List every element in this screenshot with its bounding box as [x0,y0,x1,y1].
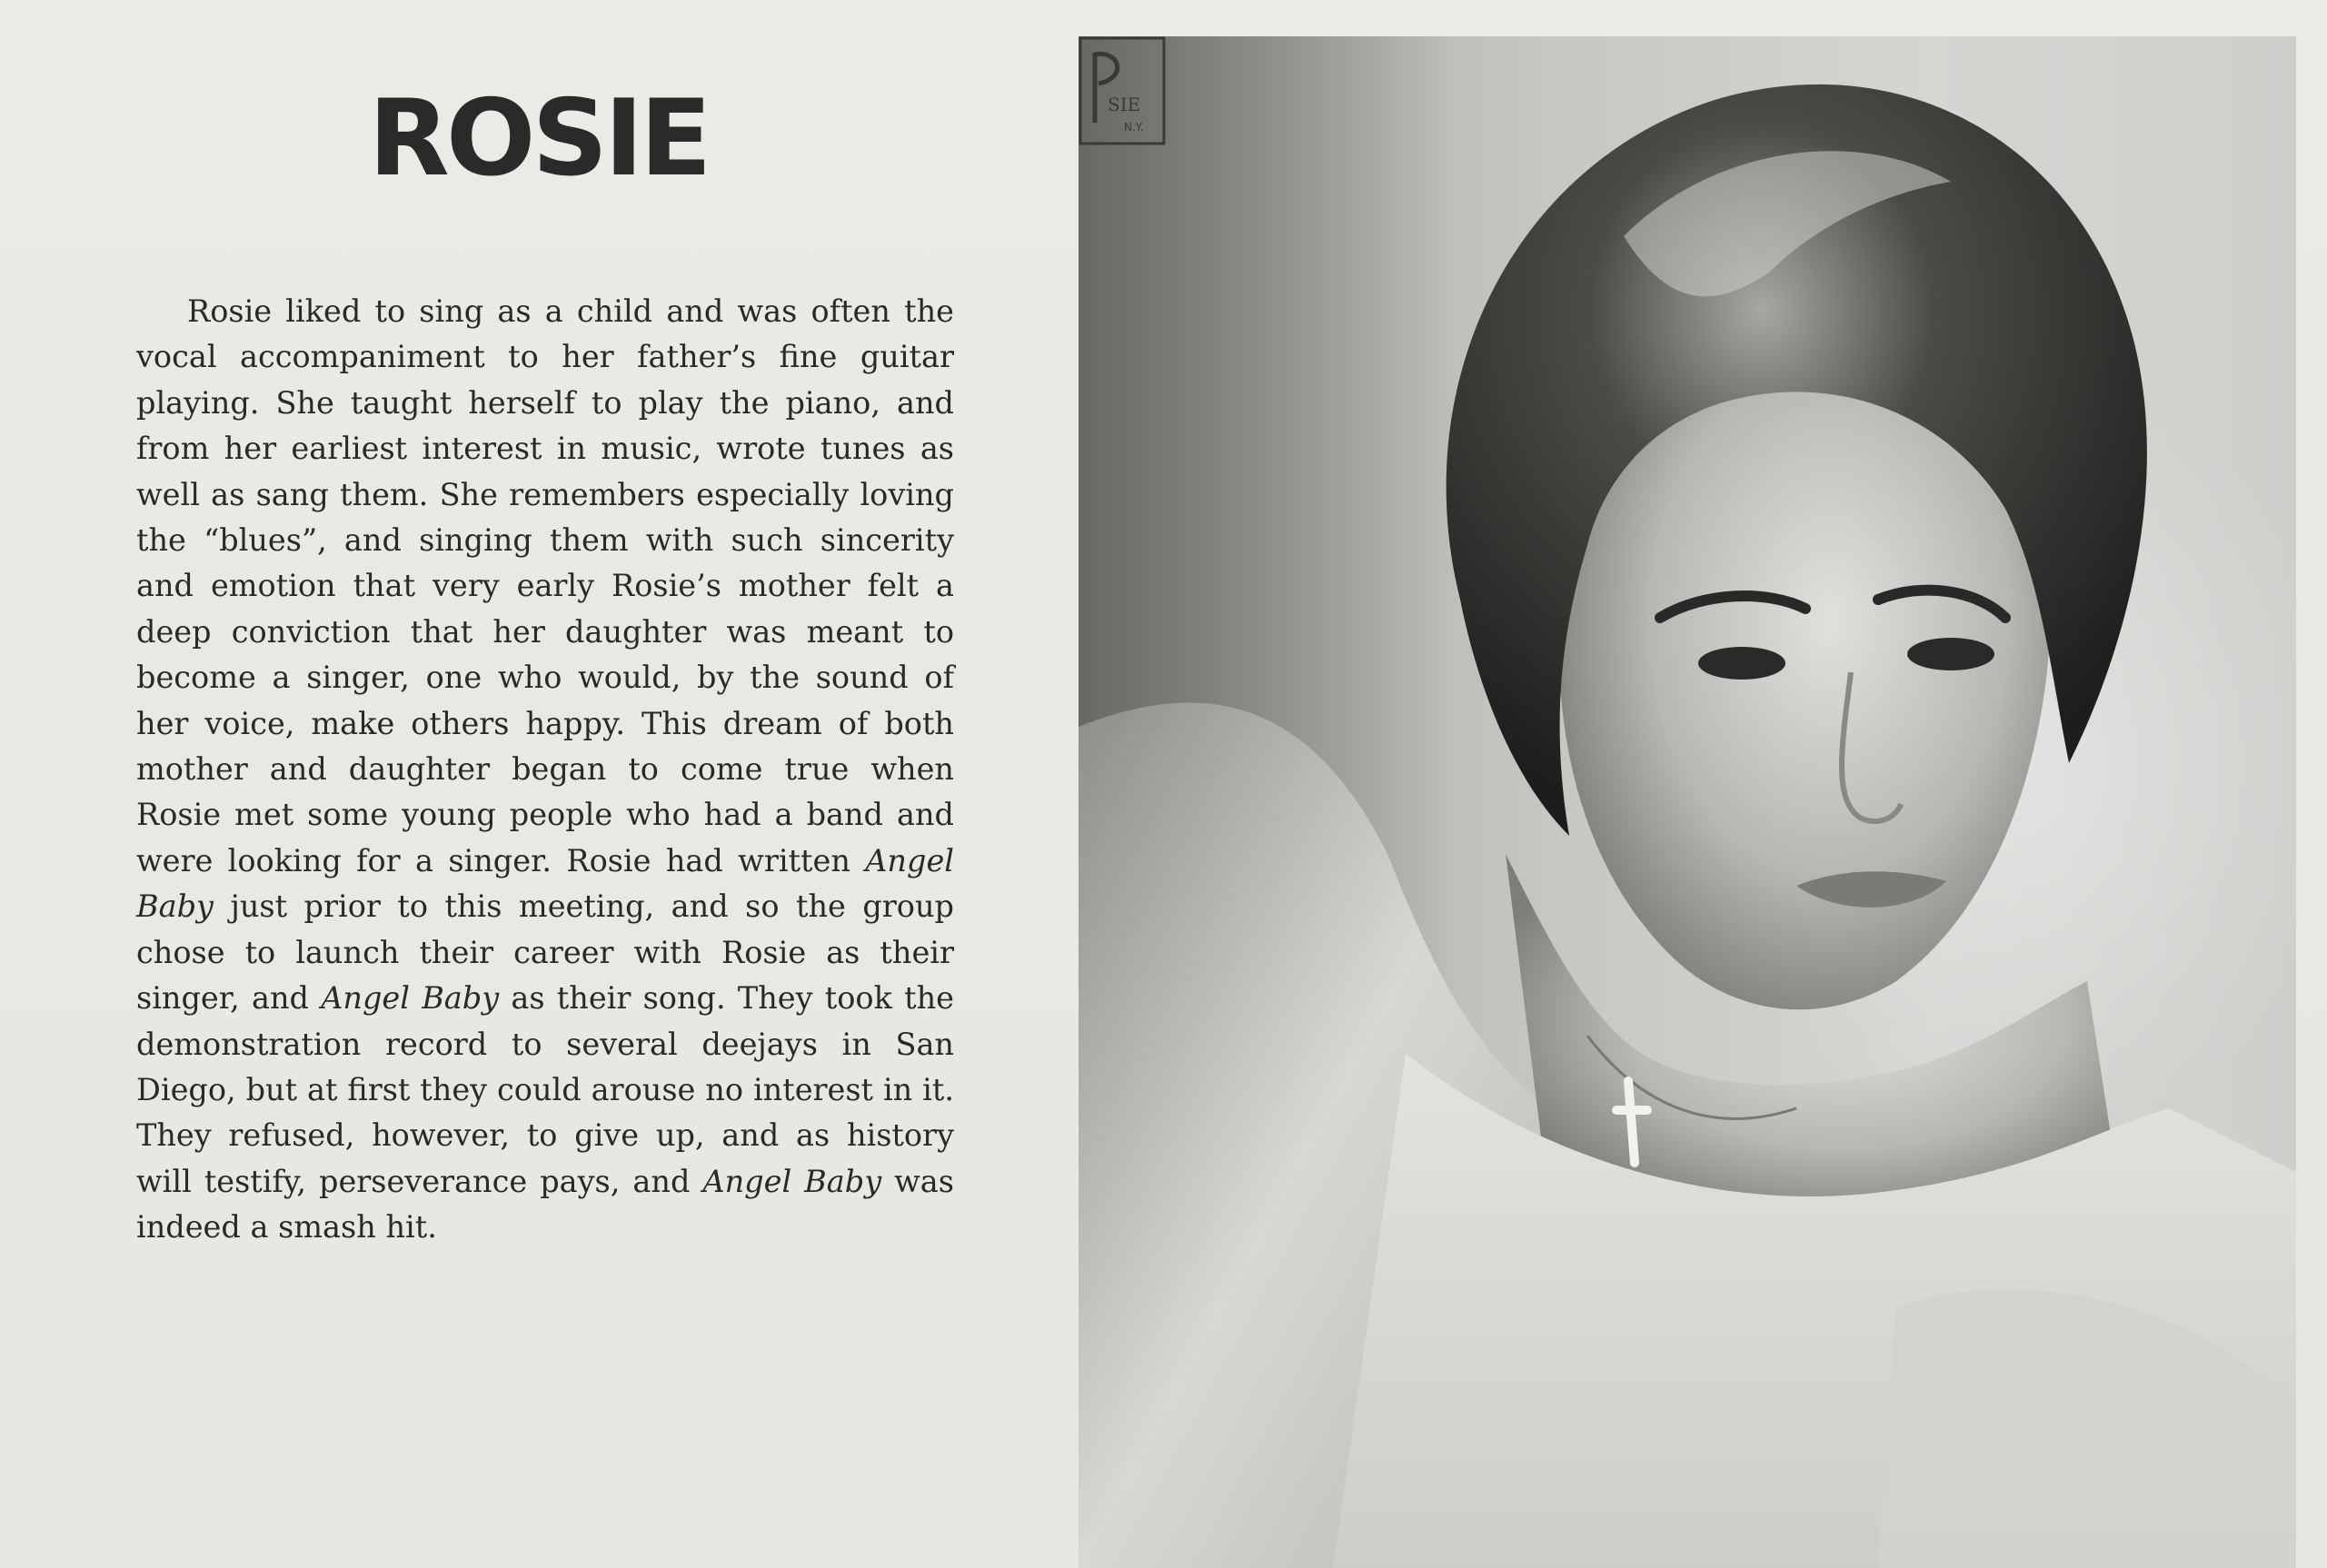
biography-paragraph [136,289,954,1251]
song-title-3: Angel Baby [702,1163,882,1199]
svg-text:N.Y.: N.Y. [1124,121,1144,134]
svg-text:SIE: SIE [1108,94,1141,115]
biography-text-part-3: as their song. They took the demonstration record to several deejays in San Diego, but at first they could arouse no interest in it. They refused, however, to give up, and as history will testify, perseverance pays, and [136,980,954,1199]
right-eye [1907,638,1994,670]
biography-text-part-1: Rosie liked to sing as a child and was often the vocal accompaniment to her father’s fine guitar playing. She taught herself to play the piano, and from her earliest interest in music, wrote tunes as well as sang them. She remembers especially loving the “blues”, and singing them with such sincerity and emotion that very early Rosie’s mother felt a deep conviction that her daughter was meant to become a singer, one who would, by the sound of her voice, make others happy. This dream of both mother and daughter began to come true when Rosie met some young people who had a band and were looking for a singer. Rosie had written [136,293,954,878]
portrait-photo [1079,36,2296,1568]
page-title: ROSIE [368,77,709,200]
biography-text-part-2: just prior to this meeting, and so the group chose to launch their career with Rosie as their singer, and [136,888,954,1017]
photographer-signature-stamp [1079,36,1166,145]
song-title-2: Angel Baby [321,980,500,1017]
portrait-illustration [1079,36,2296,1568]
song-title-1: Angel Baby [136,842,954,925]
biography-text-part-4: was indeed a smash hit. [136,1163,954,1245]
left-eye [1698,647,1785,680]
